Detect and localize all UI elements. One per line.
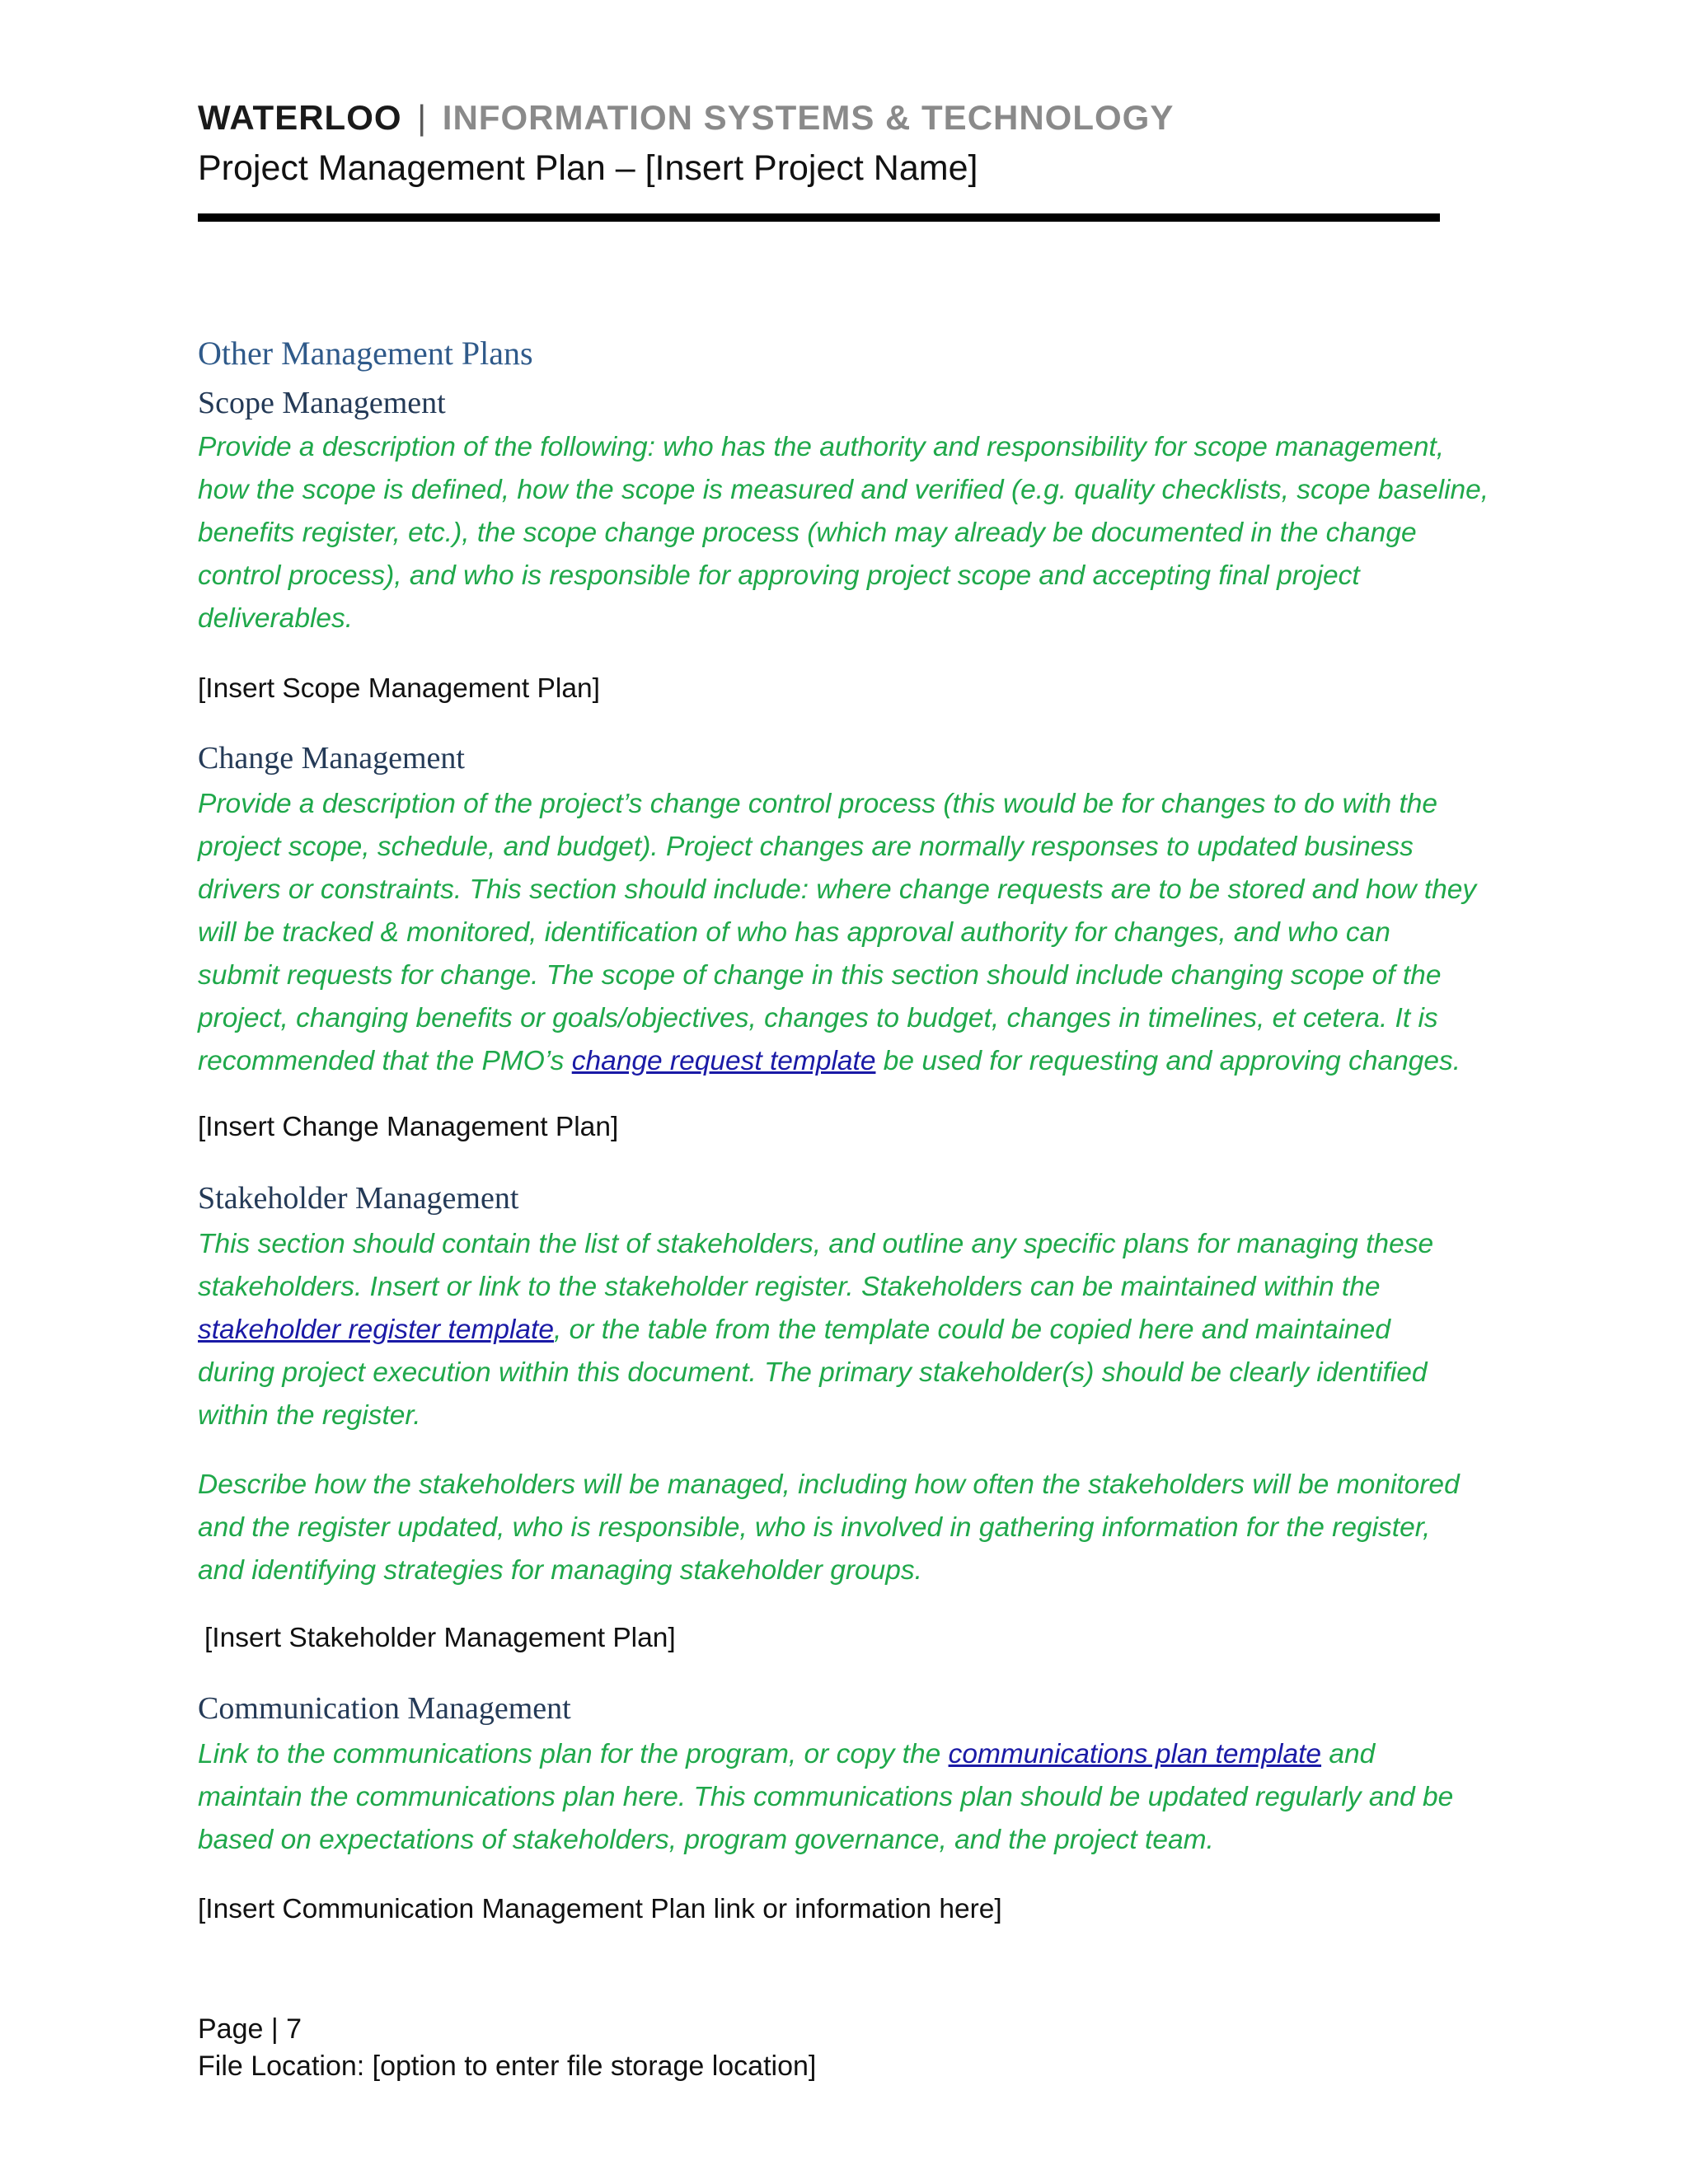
communication-heading: Communication Management — [198, 1691, 571, 1726]
communication-placeholder[interactable]: [Insert Communication Management Plan link or information here] — [198, 1894, 1002, 1924]
guidance-line: Provide a description of the project’s change control process (this would be for changes to do with the — [198, 789, 1438, 819]
document-title: Project Management Plan – [Insert Project Name] — [198, 148, 978, 188]
guidance-text: Link to the communications plan for the program, or copy the — [198, 1739, 949, 1769]
guidance-line: will be tracked & monitored, identification of who has approval authority for changes, and who can — [198, 917, 1390, 948]
scope-guidance — [198, 426, 1489, 640]
guidance-line: stakeholders. Insert or link to the stakeholder register. Stakeholders can be maintained within the — [198, 1272, 1381, 1302]
guidance-text: be used for requesting and approving changes. — [875, 1046, 1461, 1076]
guidance-line: during project execution within this document. The primary stakeholder(s) should be clearly identified — [198, 1357, 1428, 1388]
guidance-line: control process), and who is responsible for approving project scope and accepting final project — [198, 560, 1360, 591]
guidance-line: project, changing benefits or goals/objectives, changes to budget, changes in timelines, et cetera. It is — [198, 1003, 1438, 1033]
guidance-text: and — [1321, 1739, 1376, 1769]
guidance-line — [198, 1733, 1453, 1776]
guidance-line: and the register updated, who is responsible, who is involved in gathering information for the register, — [198, 1512, 1431, 1543]
page-number: Page | 7 — [198, 2013, 302, 2045]
guidance-line: and identifying strategies for managing stakeholder groups. — [198, 1555, 922, 1586]
stakeholder-placeholder[interactable]: [Insert Stakeholder Management Plan] — [204, 1623, 676, 1653]
guidance-line: This section should contain the list of stakeholders, and outline any specific plans for managing these — [198, 1229, 1434, 1259]
guidance-line: Provide a description of the following: who has the authority and responsibility for scope management, — [198, 432, 1445, 462]
header-brand — [198, 97, 1174, 138]
guidance-line — [198, 1309, 1433, 1352]
scope-placeholder[interactable]: [Insert Scope Management Plan] — [198, 673, 600, 704]
stakeholder-guidance-management — [198, 1464, 1460, 1592]
guidance-line: deliverables. — [198, 603, 354, 634]
guidance-line: maintain the communications plan here. This communications plan should be updated regularly and be — [198, 1782, 1454, 1812]
change-heading: Change Management — [198, 741, 465, 776]
guidance-line: submit requests for change. The scope of change in this section should include changing scope of the — [198, 960, 1442, 991]
stakeholder-guidance — [198, 1223, 1433, 1437]
guidance-line: how the scope is defined, how the scope is measured and verified (e.g. quality checklists, scope baseline, — [198, 475, 1489, 505]
guidance-line: project scope, schedule, and budget). Project changes are normally responses to updated business — [198, 832, 1414, 862]
guidance-line: Describe how the stakeholders will be managed, including how often the stakeholders will be monitored — [198, 1469, 1460, 1500]
guidance-text: , or the table from the template could be copied here and maintained — [554, 1315, 1390, 1345]
stakeholder-register-template-link[interactable]: stakeholder register template — [198, 1315, 554, 1345]
scope-heading: Scope Management — [198, 386, 446, 420]
guidance-line — [198, 1040, 1476, 1083]
guidance-line: within the register. — [198, 1400, 421, 1431]
change-request-template-link[interactable]: change request template — [571, 1046, 876, 1076]
communications-plan-template-link[interactable]: communications plan template — [948, 1739, 1322, 1769]
section-title: Other Management Plans — [198, 335, 533, 372]
file-location: File Location: [option to enter file storage location] — [198, 2050, 817, 2082]
department-name: INFORMATION SYSTEMS & TECHNOLOGY — [442, 98, 1175, 137]
org-name: WATERLOO — [198, 98, 402, 137]
change-guidance — [198, 783, 1476, 1083]
header-rule — [198, 213, 1440, 222]
guidance-text: recommended that the PMO’s — [198, 1046, 572, 1076]
guidance-line: benefits register, etc.), the scope change process (which may already be documented in the change — [198, 518, 1417, 548]
communication-guidance — [198, 1733, 1453, 1862]
guidance-line: drivers or constraints. This section should include: where change requests are to be stored and how they — [198, 874, 1477, 905]
change-placeholder[interactable]: [Insert Change Management Plan] — [198, 1112, 619, 1142]
stakeholder-heading: Stakeholder Management — [198, 1181, 519, 1216]
brand-separator: | — [417, 98, 428, 137]
guidance-line: based on expectations of stakeholders, program governance, and the project team. — [198, 1825, 1214, 1855]
